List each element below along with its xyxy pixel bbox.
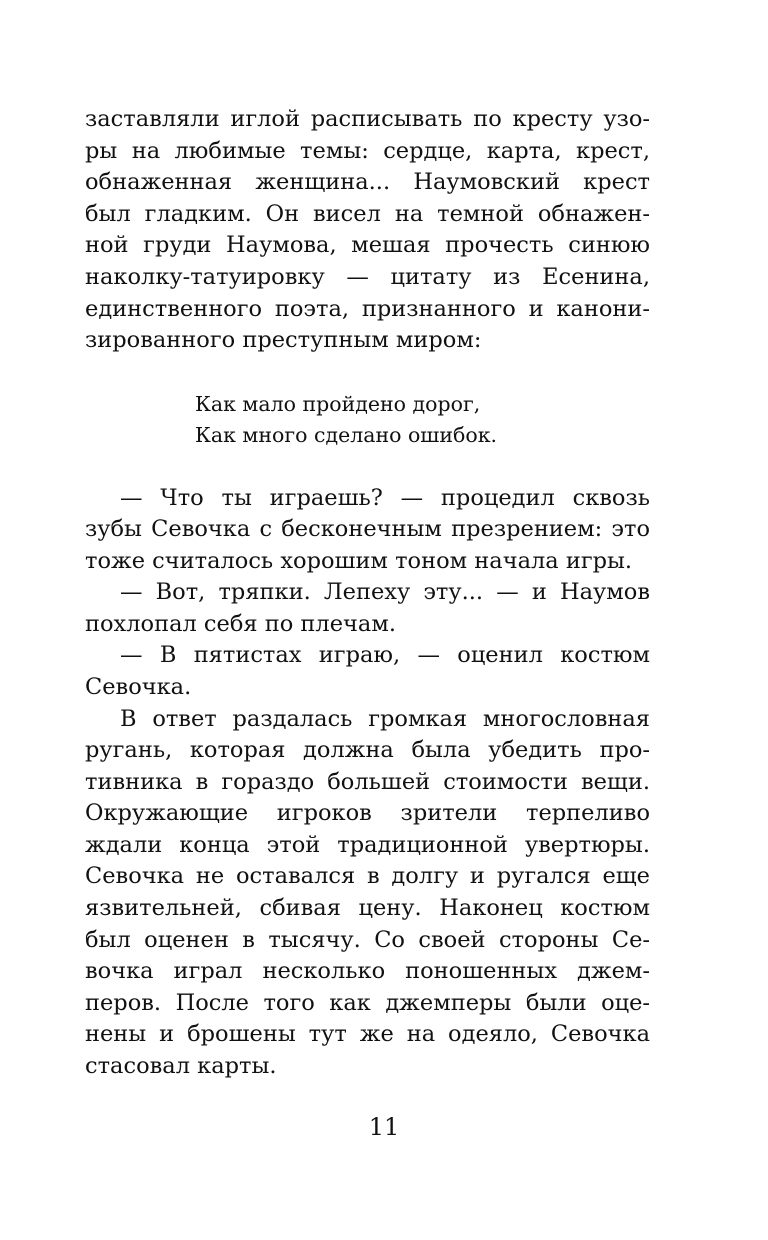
text-line: — Что ты играешь? — процедил сквозь xyxy=(120,485,650,511)
text-line: ной груди Наумова, мешая прочесть синюю xyxy=(85,232,650,258)
text-line: тоже считалось хорошим тоном начала игры. xyxy=(85,548,633,574)
text-line: обнаженная женщина... Наумовский крест xyxy=(85,169,650,195)
text-line: Окружающие игроков зрители терпеливо xyxy=(85,800,650,826)
text-line: единственного поэта, признанного и канони- xyxy=(85,296,650,322)
verse-line: Как мало пройдено дорог, xyxy=(195,392,481,416)
text-line: В ответ раздалась громкая многословная xyxy=(120,706,650,732)
text-line: нены и брошены тут же на одеяло, Севочка xyxy=(85,1021,650,1047)
text-line: наколку-татуировку — цитату из Есенина, xyxy=(85,264,650,290)
text-line: стасовал карты. xyxy=(85,1053,277,1079)
text-line: заставляли иглой расписывать по кресту узо- xyxy=(85,106,650,132)
text-line: Севочка. xyxy=(85,674,192,700)
verse-line: Как много сделано ошибок. xyxy=(195,423,498,447)
text-line: ругань, которая должна была убедить про- xyxy=(85,737,650,763)
text-line: похлопал себя по плечам. xyxy=(85,611,396,637)
text-line: зубы Севочка с бесконечным презрением: это xyxy=(85,516,650,542)
text-line: был гладким. Он висел на темной обнажен- xyxy=(85,201,650,227)
text-line: зированного преступным миром: xyxy=(85,327,482,353)
text-line: вочка играл несколько поношенных джем- xyxy=(85,958,650,984)
text-line: ждали конца этой традиционной увертюры. xyxy=(85,832,650,858)
text-line: — В пятистах играю, — оценил костюм xyxy=(120,642,650,668)
text-line: Севочка не оставался в долгу и ругался еще xyxy=(85,863,650,889)
text-line: — Вот, тряпки. Лепеху эту... — и Наумов xyxy=(120,579,650,605)
page-number: 11 xyxy=(368,1113,400,1141)
text-line: перов. После того как джемперы были оце- xyxy=(85,990,650,1016)
text-line: тивника в гораздо большей стоимости вещи. xyxy=(85,769,650,795)
text-line: ры на любимые темы: сердце, карта, крест, xyxy=(85,138,650,164)
text-line: язвительней, сбивая цену. Наконец костюм xyxy=(85,895,650,921)
text-line: был оценен в тысячу. Со своей стороны Се- xyxy=(85,927,650,953)
